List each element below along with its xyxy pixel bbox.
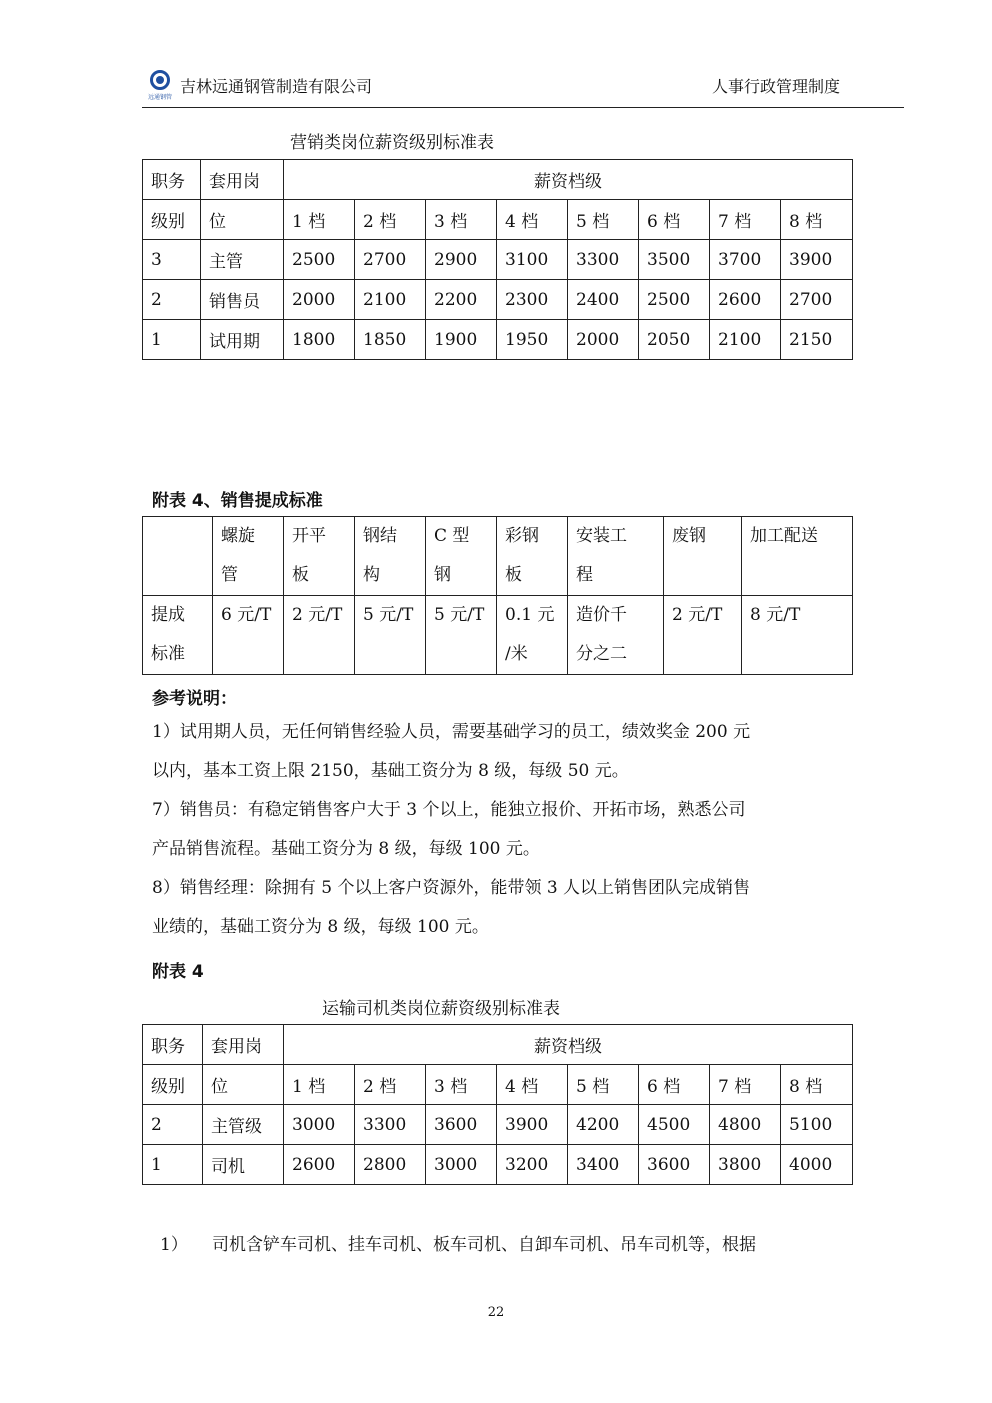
- salary-cell: 4500: [639, 1105, 710, 1145]
- appendix-label: 附表 4: [152, 962, 204, 982]
- salary-cell: 3600: [639, 1145, 710, 1185]
- header-job-level-top: 职务: [143, 1025, 203, 1065]
- salary-cell: 2700: [355, 240, 426, 280]
- salary-cell: 3500: [639, 240, 710, 280]
- salary-cell: 4200: [568, 1105, 639, 1145]
- salary-cell: 3300: [355, 1105, 426, 1145]
- grade-label: 3 档: [426, 1065, 497, 1105]
- salary-cell: 2800: [355, 1145, 426, 1185]
- logo-dot-icon: [156, 76, 164, 84]
- salary-cell: 3000: [426, 1145, 497, 1185]
- company-name: 吉林远通钢管制造有限公司: [180, 77, 373, 96]
- header-job-level-bottom: 级别: [143, 1065, 203, 1105]
- commission-header-row: [143, 517, 853, 596]
- header-post-top: 套用岗: [201, 160, 284, 200]
- salary-cell: 1850: [355, 320, 426, 360]
- document-title: 人事行政管理制度: [711, 77, 840, 96]
- commission-value: 5 元/T: [355, 596, 426, 675]
- product-header: 彩钢 板: [497, 517, 568, 596]
- level-cell: 2: [143, 280, 201, 320]
- salary-cell: 2400: [568, 280, 639, 320]
- post-cell: 主管: [201, 240, 284, 280]
- salary-cell: 3900: [781, 240, 853, 280]
- salary-cell: 3400: [568, 1145, 639, 1185]
- salary-cell: 2050: [639, 320, 710, 360]
- grade-label: 1 档: [284, 200, 355, 240]
- logo-text: 远通钢管: [148, 94, 173, 101]
- footer-note-number: 1）: [160, 1235, 188, 1255]
- grade-label: 3 档: [426, 200, 497, 240]
- product-header: 开平 板: [284, 517, 355, 596]
- note-line: 8）销售经理：除拥有 5 个以上客户资源外，能带领 3 人以上销售团队完成销售: [152, 878, 751, 898]
- level-cell: 2: [143, 1105, 203, 1145]
- driver-salary-table: [142, 1024, 853, 1185]
- salary-cell: 2000: [568, 320, 639, 360]
- table1-title: 营销类岗位薪资级别标准表: [290, 133, 494, 153]
- grade-header-row: [143, 1065, 853, 1105]
- notes-heading: 参考说明：: [152, 689, 237, 709]
- header-rule: [142, 107, 904, 108]
- note-line: 产品销售流程。基础工资分为 8 级，每级 100 元。: [152, 839, 540, 859]
- grade-header-row: [143, 200, 853, 240]
- commission-value: 8 元/T: [742, 596, 853, 675]
- table-row: [143, 1145, 853, 1185]
- table2-title: 附表 4、销售提成标准: [152, 491, 323, 511]
- salary-cell: 4800: [710, 1105, 781, 1145]
- salary-cell: 2700: [781, 280, 853, 320]
- salary-cell: 3200: [497, 1145, 568, 1185]
- salary-cell: 2300: [497, 280, 568, 320]
- grade-label: 4 档: [497, 200, 568, 240]
- table-row: [143, 320, 853, 360]
- commission-value: 0.1 元 /米: [497, 596, 568, 675]
- salary-cell: 3900: [497, 1105, 568, 1145]
- level-cell: 1: [143, 1145, 203, 1185]
- footer-note-text: 司机含铲车司机、挂车司机、板车司机、自卸车司机、吊车司机等，根据: [212, 1235, 756, 1255]
- header-post-top: 套用岗: [203, 1025, 284, 1065]
- product-header: 钢结 构: [355, 517, 426, 596]
- salary-cell: 3100: [497, 240, 568, 280]
- sales-commission-table: [142, 516, 853, 675]
- page-header: [142, 66, 904, 108]
- product-header: 安装工 程: [568, 517, 664, 596]
- salary-cell: 3700: [710, 240, 781, 280]
- salary-cell: 1950: [497, 320, 568, 360]
- header-post-bottom: 位: [203, 1065, 284, 1105]
- grade-label: 2 档: [355, 200, 426, 240]
- salary-cell: 2100: [710, 320, 781, 360]
- product-header: C 型 钢: [426, 517, 497, 596]
- salary-cell: 1800: [284, 320, 355, 360]
- grade-label: 8 档: [781, 1065, 853, 1105]
- commission-value: 造价千 分之二: [568, 596, 664, 675]
- header-job-level-bottom: 级别: [143, 200, 201, 240]
- commission-value: 2 元/T: [664, 596, 742, 675]
- level-cell: 1: [143, 320, 201, 360]
- commission-value: 6 元/T: [213, 596, 284, 675]
- grade-label: 5 档: [568, 200, 639, 240]
- company-logo: [150, 70, 174, 100]
- commission-row-label: 提成 标准: [143, 596, 213, 675]
- grade-label: 6 档: [639, 200, 710, 240]
- grade-label: 7 档: [710, 200, 781, 240]
- salary-cell: 1900: [426, 320, 497, 360]
- product-header: 加工配送: [742, 517, 853, 596]
- table-row: [143, 1105, 853, 1145]
- note-line: 1）试用期人员，无任何销售经验人员，需要基础学习的员工，绩效奖金 200 元: [152, 722, 751, 742]
- grade-label: 4 档: [497, 1065, 568, 1105]
- salary-cell: 3300: [568, 240, 639, 280]
- salary-cell: 2500: [284, 240, 355, 280]
- grade-label: 8 档: [781, 200, 853, 240]
- product-header: 螺旋 管: [213, 517, 284, 596]
- table-row: [143, 280, 853, 320]
- product-header: 废钢: [664, 517, 742, 596]
- post-cell: 试用期: [201, 320, 284, 360]
- header-salary-grade: 薪资档级: [284, 160, 853, 200]
- salary-cell: 2200: [426, 280, 497, 320]
- header-job-level-top: 职务: [143, 160, 201, 200]
- post-cell: 主管级: [203, 1105, 284, 1145]
- salary-cell: 3800: [710, 1145, 781, 1185]
- salary-cell: 3000: [284, 1105, 355, 1145]
- grade-label: 5 档: [568, 1065, 639, 1105]
- salary-cell: 2600: [710, 280, 781, 320]
- commission-value: 2 元/T: [284, 596, 355, 675]
- page-number: 22: [487, 1305, 505, 1320]
- level-cell: 3: [143, 240, 201, 280]
- salary-cell: 2150: [781, 320, 853, 360]
- commission-value: 5 元/T: [426, 596, 497, 675]
- grade-label: 6 档: [639, 1065, 710, 1105]
- salary-cell: 4000: [781, 1145, 853, 1185]
- salary-cell: 2600: [284, 1145, 355, 1185]
- note-line: 7）销售员：有稳定销售客户大于 3 个以上，能独立报价、开拓市场，熟悉公司: [152, 800, 746, 820]
- grade-label: 2 档: [355, 1065, 426, 1105]
- post-cell: 司机: [203, 1145, 284, 1185]
- empty-corner-cell: [143, 517, 213, 596]
- table3-title: 运输司机类岗位薪资级别标准表: [322, 999, 560, 1019]
- sales-salary-table: [142, 159, 853, 360]
- header-salary-grade: 薪资档级: [284, 1025, 853, 1065]
- header-post-bottom: 位: [201, 200, 284, 240]
- salary-cell: 2000: [284, 280, 355, 320]
- post-cell: 销售员: [201, 280, 284, 320]
- salary-cell: 5100: [781, 1105, 853, 1145]
- note-line: 业绩的，基础工资分为 8 级，每级 100 元。: [152, 917, 489, 937]
- note-line: 以内，基本工资上限 2150，基础工资分为 8 级，每级 50 元。: [152, 761, 629, 781]
- salary-cell: 2100: [355, 280, 426, 320]
- salary-cell: 2900: [426, 240, 497, 280]
- table-row: [143, 240, 853, 280]
- grade-label: 1 档: [284, 1065, 355, 1105]
- grade-label: 7 档: [710, 1065, 781, 1105]
- salary-cell: 2500: [639, 280, 710, 320]
- commission-value-row: [143, 596, 853, 675]
- salary-cell: 3600: [426, 1105, 497, 1145]
